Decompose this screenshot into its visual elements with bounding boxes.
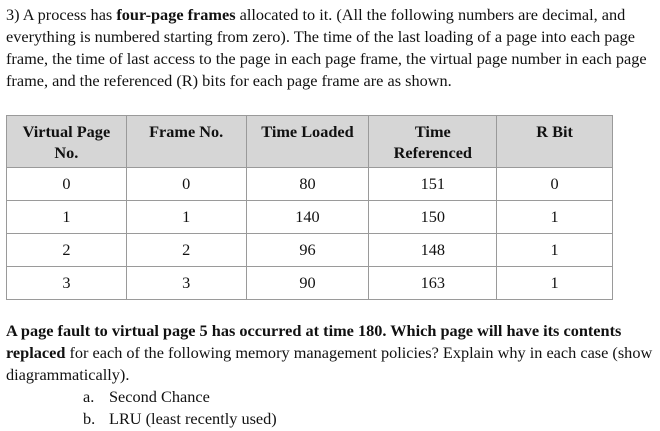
- cell-r-bit: 0: [497, 168, 613, 201]
- cell-virtual-page: 2: [7, 234, 127, 267]
- cell-time-referenced: 150: [369, 201, 497, 234]
- table-row: [7, 234, 613, 267]
- table-row: [7, 267, 613, 300]
- intro-rest: allocated to it. (All the following numbers are decimal, and everything is numbered starting from zero). The time of the last loading of a page into each page frame, the time of last access to the page in each page frame, the virtual page number in each page frame, and the referenced (R) bits for each page frame are as shown.: [6, 5, 647, 90]
- cell-frame-no: 0: [126, 168, 246, 201]
- policy-list: [6, 386, 658, 430]
- intro-prefix: 3) A process has: [6, 5, 117, 24]
- table-header-row: [7, 116, 613, 168]
- cell-virtual-page: 3: [7, 267, 127, 300]
- cell-time-referenced: 148: [369, 234, 497, 267]
- table-row: [7, 168, 613, 201]
- cell-time-loaded: 140: [246, 201, 369, 234]
- page-frame-table: [6, 115, 613, 300]
- cell-frame-no: 2: [126, 234, 246, 267]
- option-text: LRU (least recently used): [109, 409, 277, 428]
- option-text: Second Chance: [109, 387, 210, 406]
- question-paragraph: [6, 320, 658, 386]
- table-row: [7, 201, 613, 234]
- option-label: b.: [83, 409, 96, 428]
- cell-r-bit: 1: [497, 267, 613, 300]
- cell-time-loaded: 90: [246, 267, 369, 300]
- cell-time-loaded: 96: [246, 234, 369, 267]
- header-time-loaded: Time Loaded: [246, 116, 369, 168]
- list-item: [6, 386, 658, 408]
- cell-time-referenced: 163: [369, 267, 497, 300]
- intro-paragraph: [6, 4, 658, 92]
- problem-intro: [6, 4, 658, 92]
- option-label: a.: [83, 387, 95, 406]
- header-frame-no: Frame No.: [126, 116, 246, 168]
- cell-r-bit: 1: [497, 234, 613, 267]
- cell-frame-no: 3: [126, 267, 246, 300]
- header-r-bit: R Bit: [497, 116, 613, 168]
- question-rest: for each of the following memory management policies? Explain why in each case (show diagrammatically).: [6, 343, 653, 384]
- intro-bold-term: four-page frames: [116, 5, 236, 24]
- cell-time-loaded: 80: [246, 168, 369, 201]
- cell-time-referenced: 151: [369, 168, 497, 201]
- list-item: [6, 408, 658, 430]
- question-bold: A page fault to virtual page 5 has occurred at time 180. Which page will have its contents replaced: [6, 321, 622, 362]
- header-time-referenced: Time Referenced: [369, 116, 497, 168]
- cell-r-bit: 1: [497, 201, 613, 234]
- cell-virtual-page: 0: [7, 168, 127, 201]
- cell-virtual-page: 1: [7, 201, 127, 234]
- header-virtual-page: Virtual Page No.: [7, 116, 127, 168]
- question-block: [6, 320, 658, 430]
- cell-frame-no: 1: [126, 201, 246, 234]
